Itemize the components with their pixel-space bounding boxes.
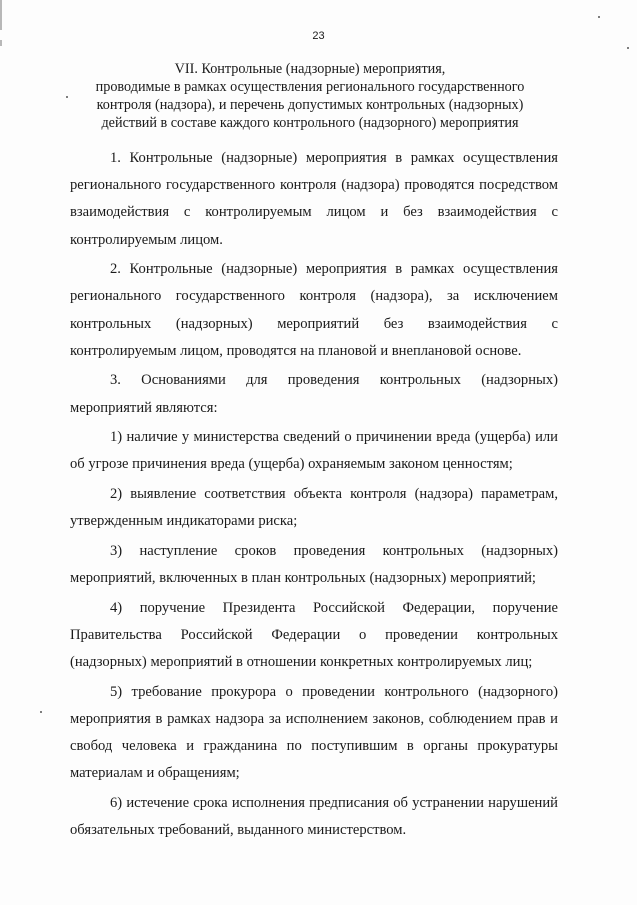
heading-line: действий в составе каждого контрольного (надзорного) мероприятия — [101, 115, 519, 131]
page-number: 23 — [312, 30, 325, 42]
list-item-2: 2) выявление соответствия объекта контроля (надзора) параметрам, утвержденным индикаторами риска; — [70, 486, 558, 530]
list-item-3: 3) наступление сроков проведения контрольных (надзорных) мероприятий, включенных в план контрольных (надзорных) мероприятий; — [70, 542, 558, 586]
list-item-1: 1) наличие у министерства сведений о причинении вреда (ущерба) или об угрозе причинения вреда (ущерба) охраняемым законом ценностям; — [70, 429, 558, 473]
heading-line: проводимые в рамках осуществления регионального государственного — [95, 79, 525, 95]
heading-line: VII. Контрольные (надзорные) мероприятия, — [174, 61, 446, 77]
list-item-4: 4) поручение Президента Российской Федерации, поручение Правительства Российской Федерации о проведении контрольных (надзорных) мероприятий в отношении конкретных контролируемых лиц; — [70, 599, 558, 670]
list-item-6: 6) истечение срока исполнения предписания об устранении нарушений обязательных требований, выданного министерством. — [70, 794, 558, 838]
scan-speck — [598, 16, 600, 18]
paragraph-item-3: 3. Основаниями для проведения контрольных (надзорных) мероприятий являются: — [70, 372, 558, 416]
scan-edge-mark — [0, 0, 2, 30]
heading-line: контроля (надзора), и перечень допустимых контрольных (надзорных) — [96, 97, 524, 113]
list-item-5: 5) требование прокурора о проведении контрольного (надзорного) мероприятия в рамках надзора за исполнением законов, соблюдением прав и свобод человека и гражданина по поступившим в органы прокуратуры материалам и обращениям; — [70, 683, 558, 782]
section-heading — [60, 60, 560, 132]
paragraph-item-2: 2. Контрольные (надзорные) мероприятия в рамках осуществления регионального государственного контроля (надзора), за исключением контрольных (надзорных) мероприятий без взаимодействия с контролируемым лицом, проводятся на плановой и внеплановой основе. — [70, 261, 558, 359]
scan-speck — [40, 711, 42, 713]
paragraph-item-1: 1. Контрольные (надзорные) мероприятия в рамках осуществления регионального государственного контроля (надзора) проводятся посредством взаимодействия с контролируемым лицом и без взаимодействия с контролируемым лицом. — [70, 150, 558, 248]
document-body — [70, 145, 558, 847]
scan-speck — [627, 47, 629, 49]
